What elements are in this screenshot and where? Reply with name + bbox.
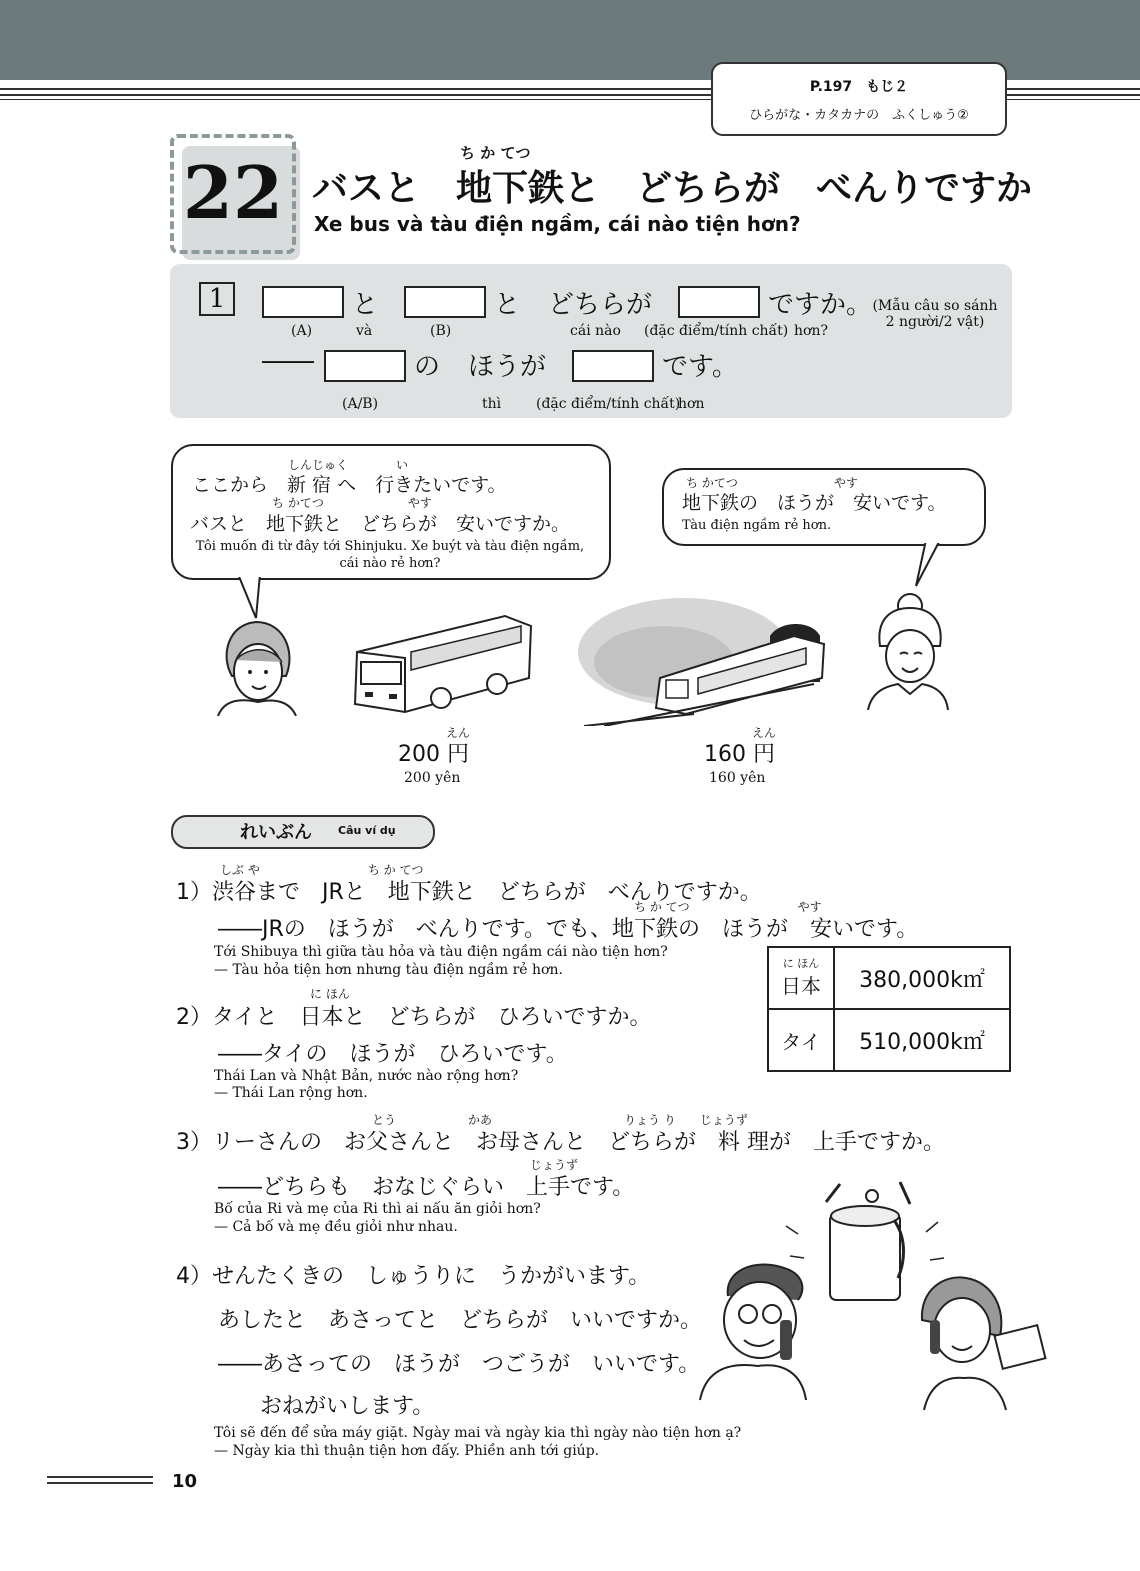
- item-number: 1: [199, 282, 235, 316]
- washing-machine-icon: [830, 1206, 904, 1300]
- example-4-line4: おねがいします。: [260, 1394, 435, 1419]
- example-1-vi-a: — Tàu hỏa tiện hơn nhưng tàu điện ngầm rẻ hơn.: [214, 962, 563, 978]
- example-3-ruby: とう かあ りょう り じょうず: [372, 1113, 748, 1127]
- area-table: [767, 946, 1011, 1072]
- lesson-subtitle: Xe bus và tàu điện ngầm, cái nào tiện hơn?: [314, 212, 801, 236]
- bus-illustration: [345, 612, 537, 722]
- reference-box: [711, 62, 1007, 136]
- phone-call-illustration: [694, 1170, 1064, 1420]
- table-ruby: に ほん: [782, 956, 820, 970]
- blank-b: [404, 286, 486, 318]
- label-va: và: [356, 323, 373, 339]
- example-1-answer: ――JRの ほうが べんりです。でも、地下鉄の ほうが 安いです。: [218, 917, 919, 942]
- example-3-answer-ruby: じょうず: [530, 1158, 579, 1172]
- title-ruby: ち か てつ: [460, 144, 531, 162]
- train-price: 160 円: [704, 742, 775, 767]
- footer-rule: [47, 1476, 153, 1478]
- table-country-japan: 日本: [781, 973, 821, 998]
- example-2-ruby: に ほん: [310, 987, 350, 1001]
- example-4-line1: 4）せんたくきの しゅうりに うかがいます。: [176, 1264, 651, 1289]
- woman-on-phone: [922, 1277, 1046, 1410]
- bubble-right-vi: Tàu điện ngầm rẻ hơn.: [682, 518, 832, 533]
- woman-illustration: [214, 616, 298, 716]
- label-hon: hơn?: [794, 323, 828, 339]
- example-4-vi-q: Tôi sẽ đến để sửa máy giặt. Ngày mai và ngày kia thì ngày nào tiện hơn ạ?: [214, 1425, 742, 1441]
- bubble-left-line1: ここから 新 宿 へ 行きたいです。: [192, 474, 507, 496]
- bubble-tail-right: [906, 540, 946, 590]
- example-2-answer: ――タイの ほうが ひろいです。: [218, 1042, 568, 1067]
- pattern-desuka: ですか。: [768, 290, 873, 320]
- pattern-dochiraga: どちらが: [548, 290, 653, 320]
- table-area-japan: 380,000k㎡: [834, 947, 1010, 1009]
- pattern-houga: ほうが: [468, 352, 547, 382]
- footer-rule: [47, 1482, 153, 1484]
- blank-feature: [678, 286, 760, 318]
- subway-illustration: [574, 592, 836, 726]
- example-3-vi-a: — Cả bố và mẹ đều giỏi như nhau.: [214, 1219, 458, 1235]
- bus-price: 200 円: [398, 742, 469, 767]
- example-1-question: 1）渋谷まで JRと 地下鉄と どちらが べんりですか。: [176, 880, 762, 905]
- example-4-line2: あしたと あさってと どちらが いいですか。: [218, 1308, 703, 1333]
- example-1-vi-q: Tới Shibuya thì giữa tàu hỏa và tàu điện ngầm cái nào tiện hơn?: [214, 944, 668, 960]
- example-1-answer-ruby: ち か てつ やす: [634, 900, 822, 914]
- lesson-title: バスと 地下鉄と どちらが べんりですか: [312, 168, 1033, 209]
- train-price-ruby: えん: [752, 726, 777, 740]
- grandma-illustration: [864, 590, 950, 710]
- label-ab: (A/B): [342, 396, 379, 412]
- bubble-left-vi: Tôi muốn đi từ đây tới Shinjuku. Xe buýt và tàu điện ngầm, cái nào rẻ hơn?: [195, 539, 585, 571]
- example-4-vi-a: — Ngày kia thì thuận tiện hơn đấy. Phiền anh tới giúp.: [214, 1443, 600, 1459]
- example-2-vi-q: Thái Lan và Nhật Bản, nước nào rộng hơn?: [214, 1068, 519, 1084]
- bubble-right-ruby: ち かてつ やす: [686, 476, 858, 490]
- bus-price-ruby: えん: [446, 726, 471, 740]
- label-a: (A): [291, 323, 313, 339]
- label-b: (B): [430, 323, 452, 339]
- table-country-thailand: タイ: [768, 1009, 834, 1071]
- table-area-thailand: 510,000k㎡: [834, 1009, 1010, 1071]
- example-3-vi-q: Bố của Ri và mẹ của Ri thì ai nấu ăn giỏi hơn?: [214, 1201, 541, 1217]
- example-2-vi-a: — Thái Lan rộng hơn.: [214, 1085, 368, 1101]
- pattern-note: (Mẫu câu so sánh 2 người/2 vật): [872, 298, 998, 330]
- label-feature-2: (đặc điểm/tính chất): [536, 396, 681, 412]
- label-feature: (đặc điểm/tính chất): [644, 323, 789, 339]
- blank-feature-2: [572, 350, 654, 382]
- bus-price-vi: 200 yên: [404, 770, 461, 786]
- table-row: [768, 947, 1010, 1009]
- pattern-to: と: [494, 290, 521, 320]
- example-3-answer: ――どちらも おなじぐらい 上手です。: [218, 1175, 635, 1200]
- pattern-to: と: [352, 290, 379, 320]
- table-row: [768, 1009, 1010, 1071]
- reference-page: P.197 もじ２: [809, 79, 909, 95]
- blank-a: [262, 286, 344, 318]
- pattern-desu: です。: [662, 352, 738, 382]
- label-hon-2: hơn: [678, 396, 705, 412]
- example-3-question: 3）リーさんの お父さんと お母さんと どちらが 料 理が 上手ですか。: [176, 1130, 945, 1155]
- blank-ab: [324, 350, 406, 382]
- pattern-dash: ――: [262, 346, 314, 376]
- bubble-left-ruby1: しんじゅく い: [288, 458, 409, 472]
- example-header-vi: Câu ví dụ: [338, 824, 396, 837]
- reference-topic: ひらがな・カタカナの ふくしゅう②: [749, 108, 969, 123]
- man-on-phone: [700, 1264, 806, 1400]
- table-cell-country: [768, 947, 834, 1009]
- label-thi: thì: [482, 396, 502, 412]
- train-price-vi: 160 yên: [709, 770, 766, 786]
- label-cainao: cái nào: [570, 323, 621, 339]
- bubble-left-ruby2: ち かてつ やす: [272, 496, 432, 510]
- example-2-question: 2）タイと 日本と どちらが ひろいですか。: [176, 1005, 652, 1030]
- bubble-tail-left: [230, 574, 270, 622]
- example-1-ruby: しぶ や ち か てつ: [220, 863, 424, 877]
- bubble-right-line: 地下鉄の ほうが 安いです。: [682, 492, 947, 514]
- example-header-jp: れいぶん: [240, 822, 312, 843]
- bubble-left-line2: バスと 地下鉄と どちらが 安いですか。: [190, 513, 571, 535]
- lesson-number: 22: [182, 150, 284, 235]
- example-4-line3: ――あさっての ほうが つごうが いいです。: [218, 1352, 701, 1377]
- pattern-no: の: [414, 352, 441, 382]
- page-number: 10: [172, 1471, 198, 1492]
